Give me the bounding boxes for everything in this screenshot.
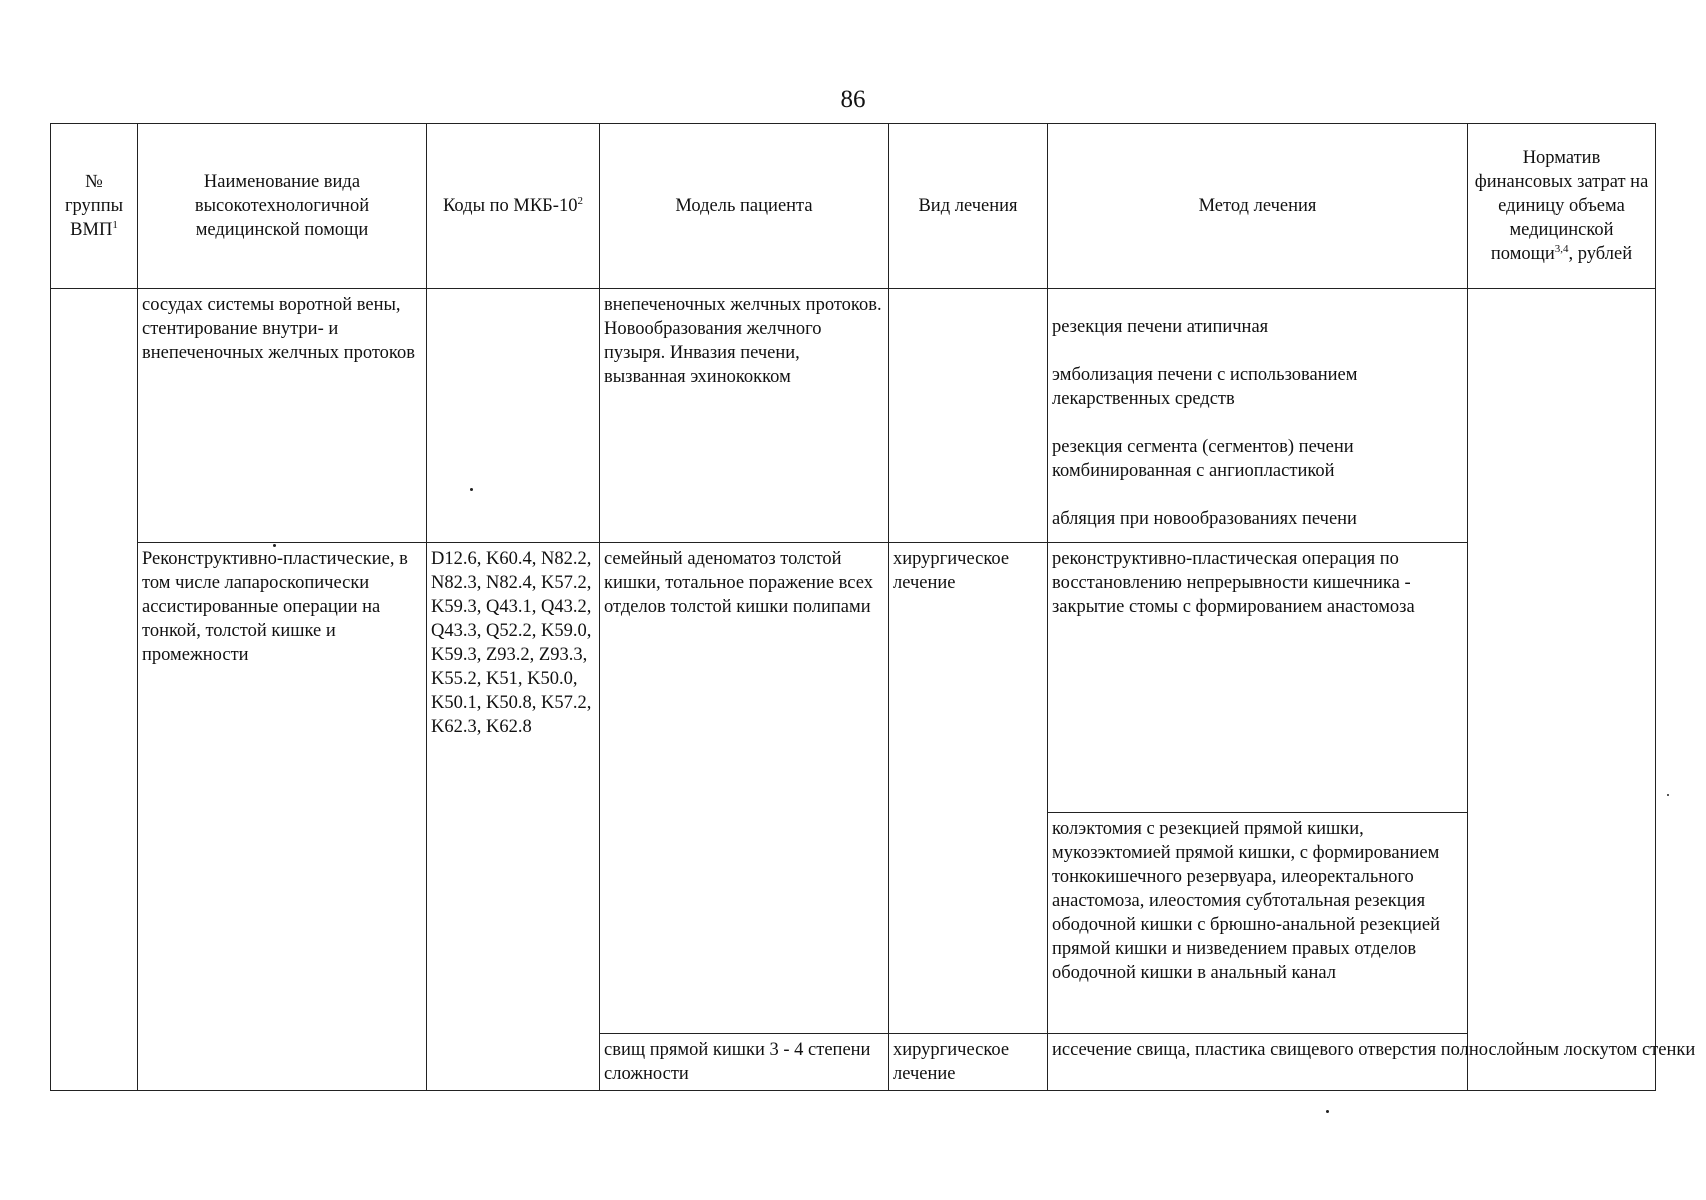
header-icd10-codes: Коды по МКБ-$10^2$ bbox=[427, 124, 600, 289]
icd10-codes-cell: D12.6, K60.4, N82.2, N82.3, N82.4, K57.2, K59.3, Q43.1, Q43.2, Q43.3, Q52.2, K59.0, K59.3, Z93.2, Z93.3, K55.2, K51, K50.0, K50.1, K50.8, K57.2, K62.3, K62.8 bbox=[427, 543, 600, 1091]
header-care-type-name: Наименование вида высокотехнологичной медицинской помощи bbox=[138, 124, 427, 289]
method-item: резекция сегмента (сегментов) печени комбинированная с ангиопластикой bbox=[1052, 437, 1354, 481]
method-item: эмболизация печени с использованием лекарственных средств bbox=[1052, 365, 1358, 409]
header-group-number: № группы ВМП$^1$ bbox=[51, 124, 138, 289]
vmp-table bbox=[50, 123, 1696, 1091]
method-item: абляция при новообразованиях печени bbox=[1052, 509, 1357, 529]
scan-speck bbox=[1667, 794, 1669, 796]
table-header-row bbox=[51, 124, 1656, 289]
care-type-name-cell: Реконструктивно-пластические, в том числе лапароскопически ассистированные операции на тонкой, толстой кишке и промежности bbox=[138, 543, 427, 1091]
cost-normative-cell bbox=[1468, 289, 1656, 1091]
treatment-type-cell: хирургическое лечение bbox=[889, 543, 1048, 1034]
patient-model-cell: внепеченочных желчных протоков. Новообразования желчного пузыря. Инвазия печени, вызванная эхинококком bbox=[600, 289, 889, 543]
table-row bbox=[51, 543, 1656, 813]
treatment-type-cell bbox=[889, 289, 1048, 543]
treatment-method-cell: колэктомия с резекцией прямой кишки, мукозэктомией прямой кишки, с формированием тонкокишечного резервуара, илеоректального анастомоза, илеостомия субтотальная резекция ободочной кишки с брюшно-анальной резекцией прямой кишки и низведением правых отделов ободочной кишки в анальный канал bbox=[1048, 813, 1468, 1034]
patient-model-cell: семейный аденоматоз толстой кишки, тотальное поражение всех отделов толстой кишки полипами bbox=[600, 543, 889, 1034]
method-item: резекция печени атипичная bbox=[1052, 317, 1269, 337]
care-type-name-cell: сосудах системы воротной вены, стентирование внутри- и внепеченочных желчных протоков bbox=[138, 289, 427, 543]
header-patient-model: Модель пациента bbox=[600, 124, 889, 289]
treatment-method-cell bbox=[1048, 289, 1468, 543]
page-number: 86 bbox=[840, 86, 866, 113]
treatment-method-cell: иссечение свища, пластика свищевого отверстия полнослойным лоскутом стенки bbox=[1048, 1034, 1468, 1091]
scan-speck bbox=[273, 544, 276, 547]
header-treatment-type: Вид лечения bbox=[889, 124, 1048, 289]
treatment-method-cell: реконструктивно-пластическая операция по восстановлению непрерывности кишечника - закрытие стомы с формированием анастомоза bbox=[1048, 543, 1468, 813]
icd10-codes-cell bbox=[427, 289, 600, 543]
header-cost-normative: Норматив финансовых затрат на единицу объема медицинской помощи$^{3,4}$, рублей bbox=[1468, 124, 1656, 289]
table-row bbox=[51, 289, 1656, 543]
group-number-cell bbox=[51, 289, 138, 1091]
treatment-type-cell: хирургическое лечение bbox=[889, 1034, 1048, 1091]
patient-model-cell: свищ прямой кишки 3 - 4 степени сложности bbox=[600, 1034, 889, 1091]
header-treatment-method: Метод лечения bbox=[1048, 124, 1468, 289]
scan-speck bbox=[1326, 1110, 1329, 1113]
scan-speck bbox=[470, 488, 473, 491]
